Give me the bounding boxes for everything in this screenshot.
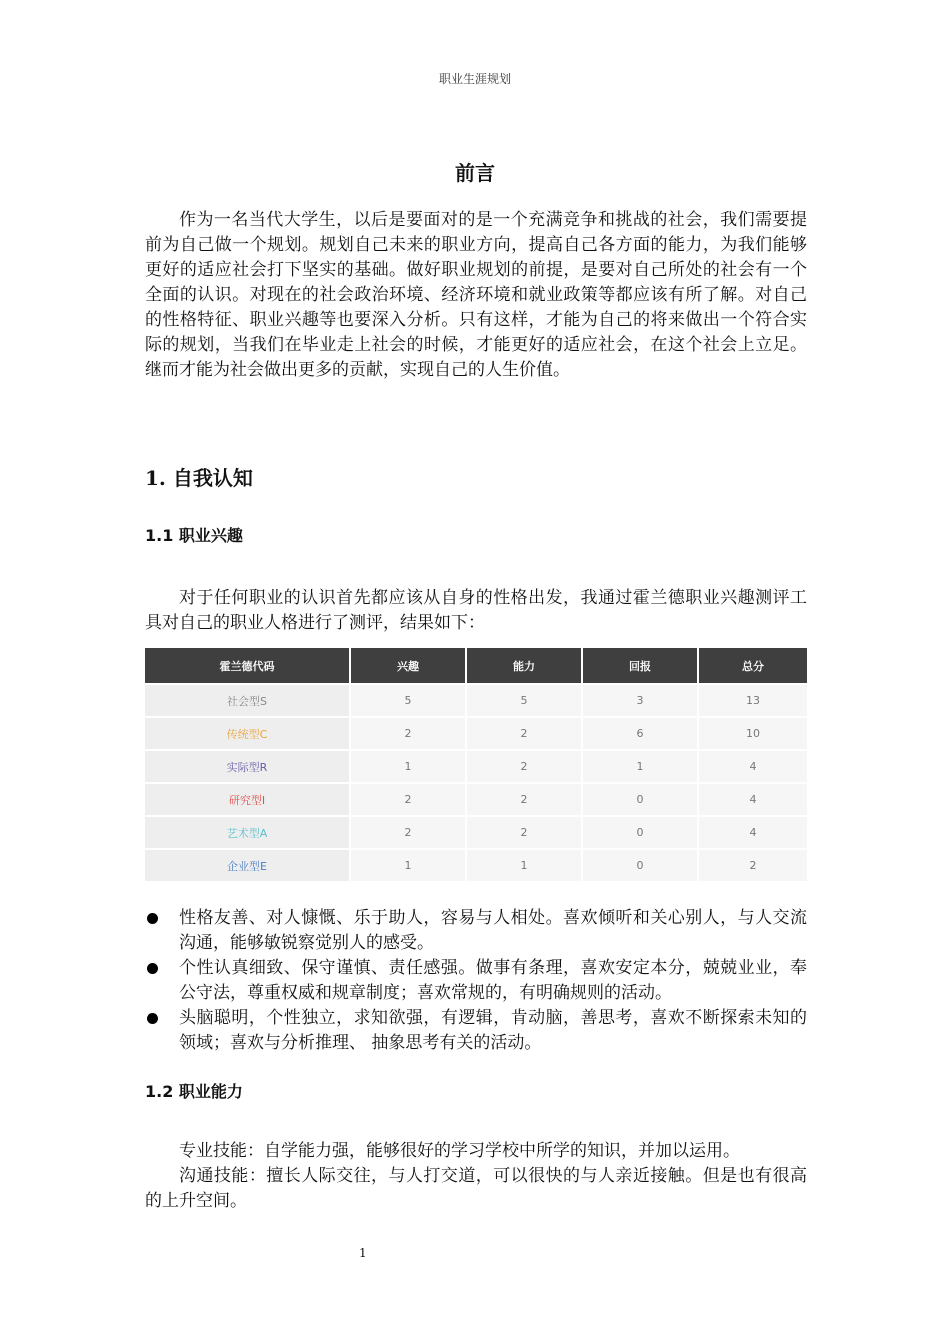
interest-cell: 2 <box>350 783 466 816</box>
preface-title: 前言 <box>455 161 495 185</box>
holland-type-cell: 艺术型A <box>145 816 350 849</box>
interest-cell: 2 <box>350 717 466 750</box>
holland-type-cell: 企业型E <box>145 849 350 881</box>
column-header-interest: 兴趣 <box>350 648 466 684</box>
total-cell: 13 <box>698 684 807 717</box>
list-item <box>145 1006 807 1056</box>
professional-skills-paragraph: 专业技能：自学能力强，能够很好的学习学校中所学的知识，并加以运用。 <box>179 1141 740 1161</box>
holland-type-cell: 社会型S <box>145 684 350 717</box>
subsection-heading-career-ability: 1.2 职业能力 <box>145 1082 243 1101</box>
bullet-dot-icon <box>147 913 158 924</box>
column-header-total: 总分 <box>698 648 807 684</box>
ability-cell: 1 <box>466 849 582 881</box>
table-row <box>145 717 807 750</box>
holland-type-cell: 实际型R <box>145 750 350 783</box>
table-row <box>145 849 807 881</box>
interest-cell: 1 <box>350 750 466 783</box>
page-header: 职业生涯规划 <box>438 72 511 86</box>
communication-skills-paragraph: 沟通技能：擅长人际交往，与人打交道，可以很快的与人亲近接触。但是也有很高的上升空间。 <box>145 1166 807 1211</box>
reward-cell: 0 <box>582 849 698 881</box>
table-row <box>145 816 807 849</box>
ability-cell: 2 <box>466 717 582 750</box>
interest-cell: 1 <box>350 849 466 881</box>
bullet-text: 个性认真细致、保守谨慎、责任感强。做事有条理，喜欢安定本分，兢兢业业，奉公守法，尊重权威和规章制度；喜欢常规的，有明确规则的活动。 <box>179 958 807 1003</box>
page-number: 1 <box>359 1246 367 1260</box>
section-heading-self-awareness: 1. 自我认知 <box>145 466 253 490</box>
career-interest-intro: 对于任何职业的认识首先都应该从自身的性格出发，我通过霍兰德职业兴趣测评工具对自己的职业人格进行了测评，结果如下： <box>145 588 807 633</box>
bullet-text: 头脑聪明，个性独立，求知欲强，有逻辑，肯动脑，善思考，喜欢不断探索未知的领域；喜欢与分析推理、 抽象思考有关的活动。 <box>179 1008 807 1053</box>
reward-cell: 1 <box>582 750 698 783</box>
list-item <box>145 906 807 956</box>
ability-cell: 2 <box>466 816 582 849</box>
column-header-reward: 回报 <box>582 648 698 684</box>
reward-cell: 0 <box>582 816 698 849</box>
total-cell: 4 <box>698 750 807 783</box>
ability-cell: 5 <box>466 684 582 717</box>
subsection-heading-career-interest: 1.1 职业兴趣 <box>145 526 243 545</box>
table-row <box>145 684 807 717</box>
holland-type-cell: 研究型I <box>145 783 350 816</box>
holland-code-table <box>145 648 807 881</box>
reward-cell: 3 <box>582 684 698 717</box>
total-cell: 4 <box>698 783 807 816</box>
bullet-dot-icon <box>147 963 158 974</box>
bullet-text: 性格友善、对人慷慨、乐于助人，容易与人相处。喜欢倾听和关心别人，与人交流沟通，能够敏锐察觉别人的感受。 <box>179 908 807 953</box>
list-item <box>145 956 807 1006</box>
column-header-ability: 能力 <box>466 648 582 684</box>
ability-cell: 2 <box>466 783 582 816</box>
reward-cell: 0 <box>582 783 698 816</box>
column-header-code: 霍兰德代码 <box>145 648 350 684</box>
interest-cell: 2 <box>350 816 466 849</box>
holland-type-cell: 传统型C <box>145 717 350 750</box>
total-cell: 2 <box>698 849 807 881</box>
ability-cell: 2 <box>466 750 582 783</box>
interest-cell: 5 <box>350 684 466 717</box>
table-header-row <box>145 648 807 684</box>
bullet-dot-icon <box>147 1013 158 1024</box>
total-cell: 10 <box>698 717 807 750</box>
reward-cell: 6 <box>582 717 698 750</box>
table-row <box>145 783 807 816</box>
table-row <box>145 750 807 783</box>
personality-bullet-list <box>145 906 807 1056</box>
preface-body: 作为一名当代大学生，以后是要面对的是一个充满竞争和挑战的社会，我们需要提前为自己做一个规划。规划自己未来的职业方向，提高自己各方面的能力，为我们能够更好的适应社会打下坚实的基础。做好职业规划的前提，是要对自己所处的社会有一个全面的认识。对现在的社会政治环境、经济环境和就业政策等都应该有所了解。对自己的性格特征、职业兴趣等也要深入分析。只有这样，才能为自己的将来做出一个符合实际的规划，当我们在毕业走上社会的时候，才能更好的适应社会，在这个社会上立足。继而才能为社会做出更多的贡献，实现自己的人生价值。 <box>145 210 807 380</box>
total-cell: 4 <box>698 816 807 849</box>
